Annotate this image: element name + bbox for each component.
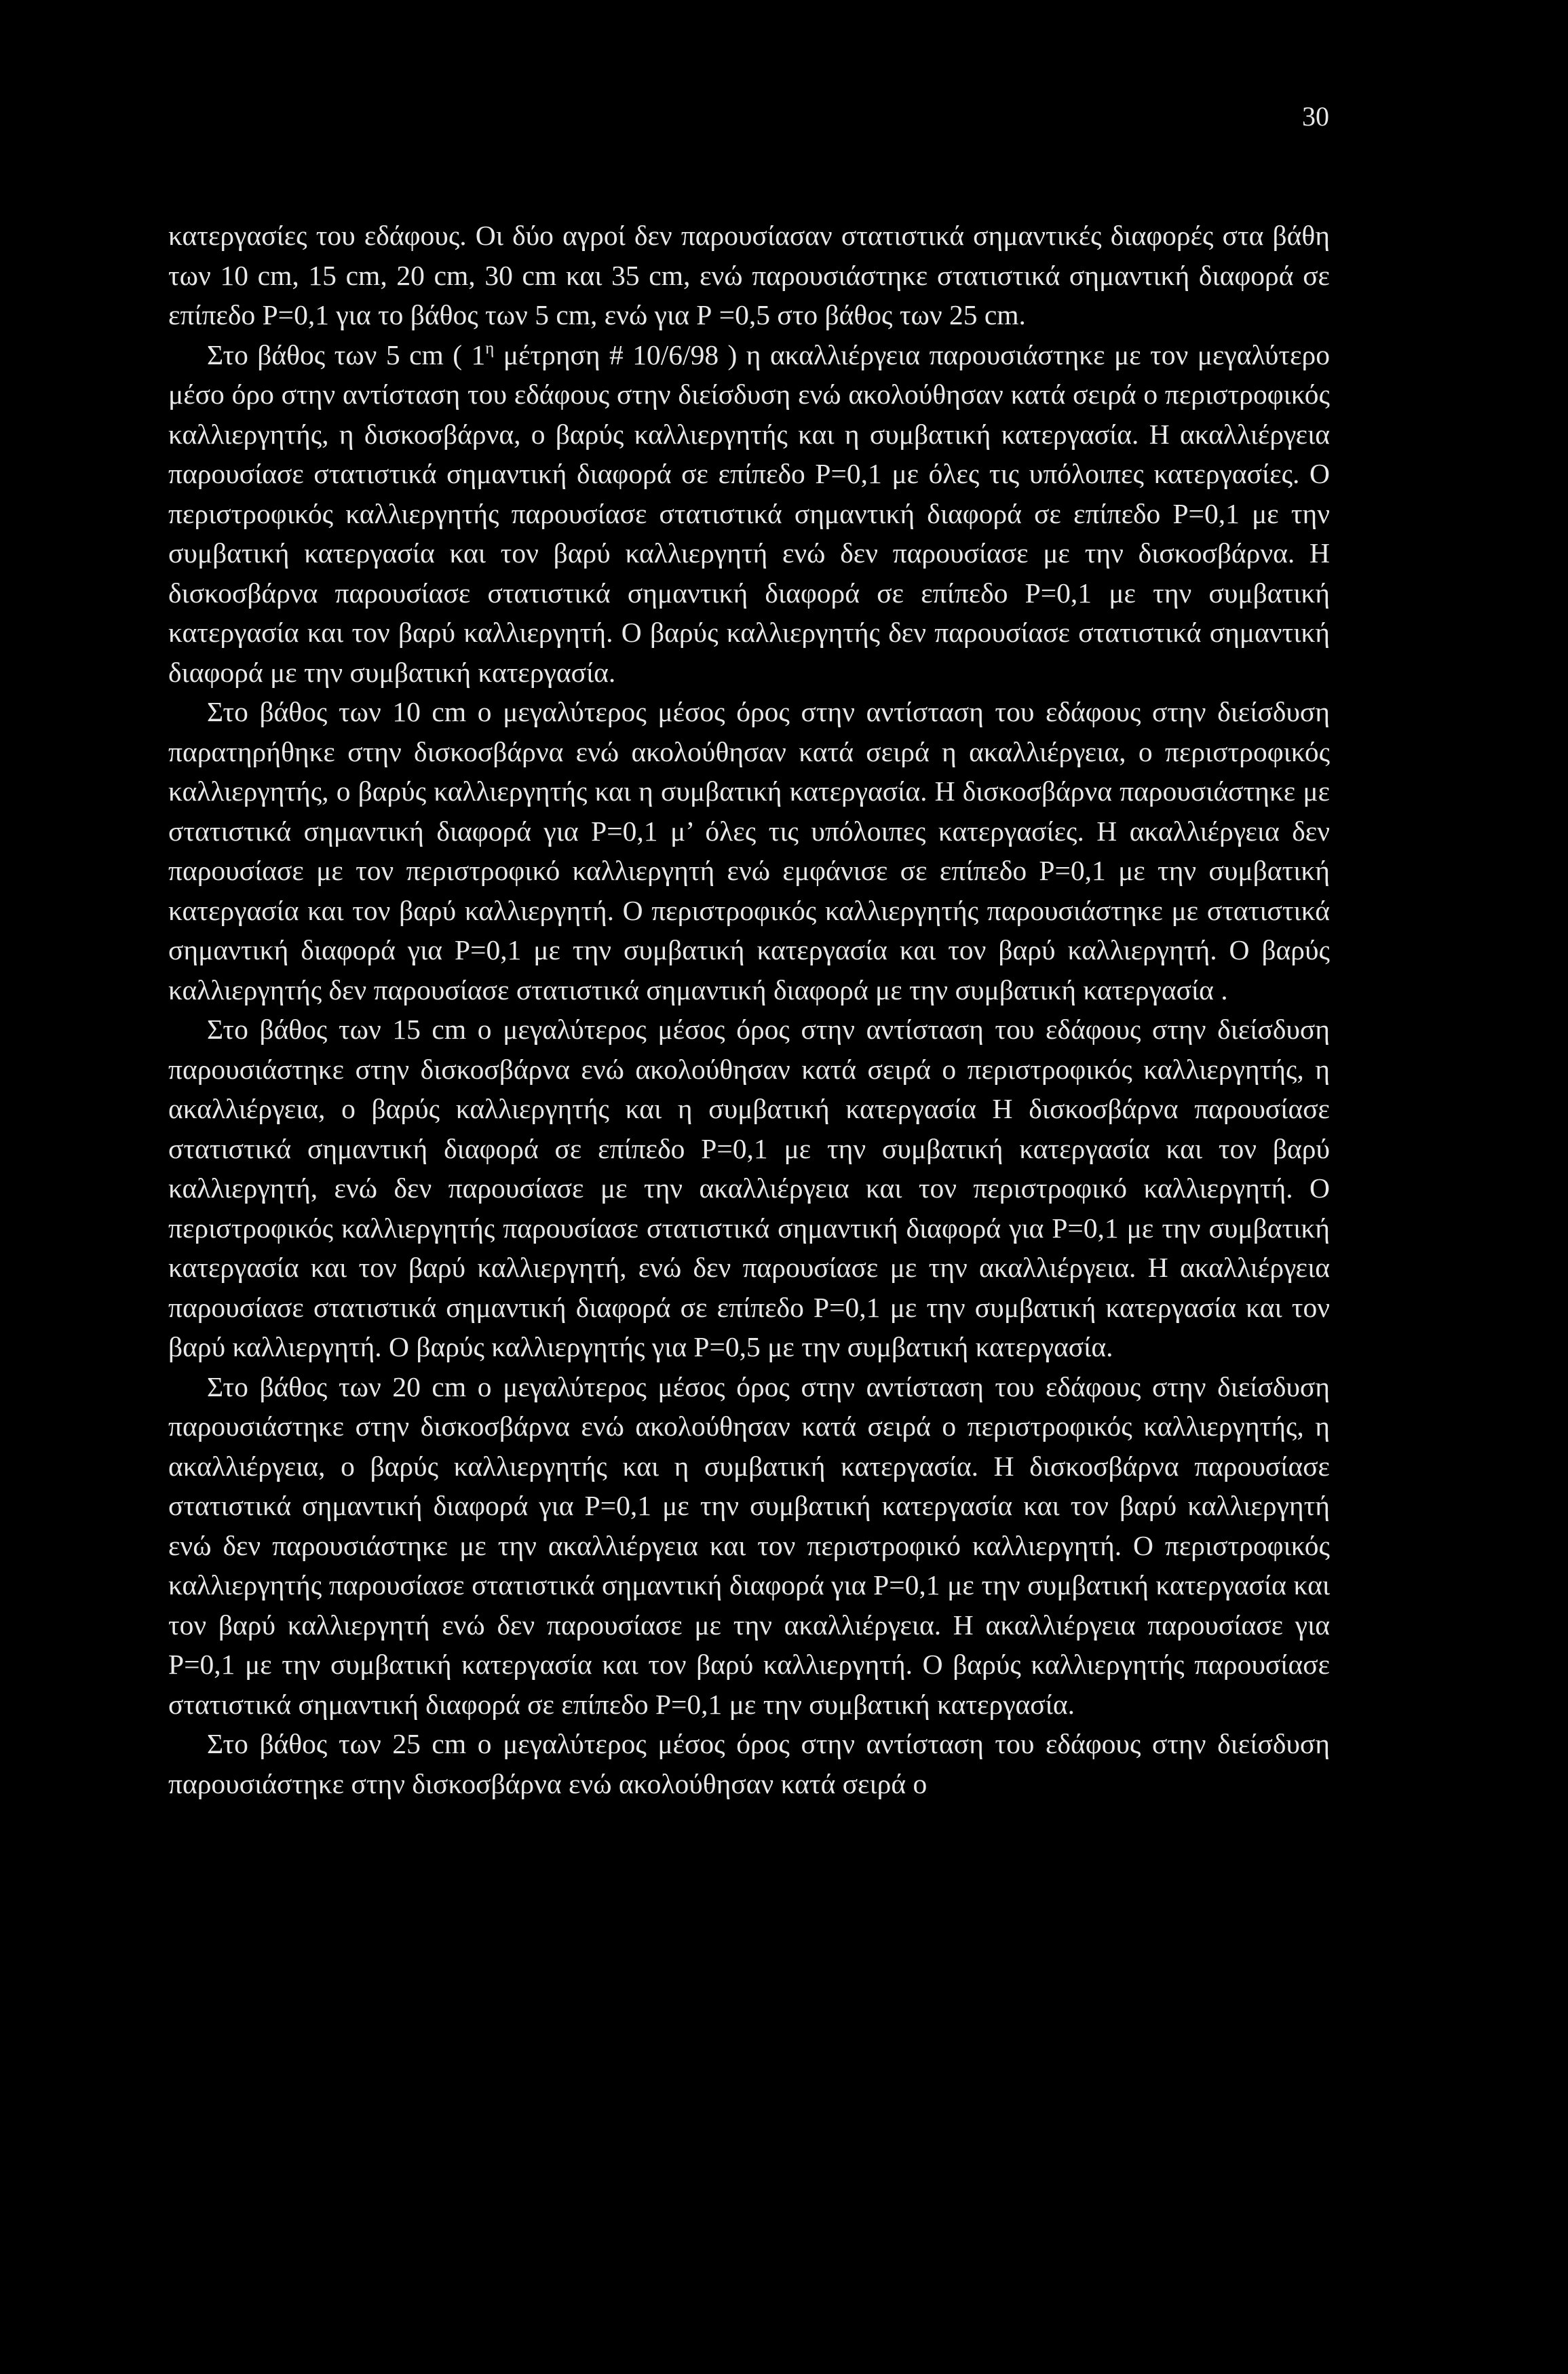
document-body: [168, 216, 1330, 1803]
paragraph-depth-10cm: Στο βάθος των 10 cm ο μεγαλύτερος μέσος όρος στην αντίσταση του εδάφους στην διείσδυση παρατηρήθηκε στην δισκοσβάρνα ενώ ακολούθησαν κατά σειρά η ακαλλιέργεια, ο περιστροφικός καλλιεργητής, ο βαρύς καλλιεργητής και η συμβατική κατεργασία. Η δισκοσβάρνα παρουσιάστηκε με στατιστικά σημαντική διαφορά για Ρ=0,1 μ’ όλες τις υπόλοιπες κατεργασίες. Η ακαλλιέργεια δεν παρουσίασε με τον περιστροφικό καλλιεργητή ενώ εμφάνισε σε επίπεδο Ρ=0,1 με την συμβατική κατεργασία και τον βαρύ καλλιεργητή. Ο περιστροφικός καλλιεργητής παρουσιάστηκε με στατιστικά σημαντική διαφορά για Ρ=0,1 με την συμβατική κατεργασία και τον βαρύ καλλιεργητή. Ο βαρύς καλλιεργητής δεν παρουσίασε στατιστικά σημαντική διαφορά με την συμβατική κατεργασία .: [168, 696, 1330, 1006]
paragraph-depth-20cm: Στο βάθος των 20 cm ο μεγαλύτερος μέσος όρος στην αντίσταση του εδάφους στην διείσδυση παρουσιάστηκε στην δισκοσβάρνα ενώ ακολούθησαν κατά σειρά ο περιστροφικός καλλιεργητής, η ακαλλιέργεια, ο βαρύς καλλιεργητής και η συμβατική κατεργασία. Η δισκοσβάρνα παρουσίασε στατιστικά σημαντική διαφορά για Ρ=0,1 με την συμβατική κατεργασία και τον βαρύ καλλιεργητή ενώ δεν παρουσιάστηκε με την ακαλλιέργεια και τον περιστροφικό καλλιεργητή. Ο περιστροφικός καλλιεργητής παρουσίασε στατιστικά σημαντική διαφορά για Ρ=0,1 με την συμβατική κατεργασία και τον βαρύ καλλιεργητή ενώ δεν παρουσίασε με την ακαλλιέργεια. Η ακαλλιέργεια παρουσίασε για Ρ=0,1 με την συμβατική κατεργασία και τον βαρύ καλλιεργητή. Ο βαρύς καλλιεργητής παρουσίασε στατιστικά σημαντική διαφορά σε επίπεδο Ρ=0,1 με την συμβατική κατεργασία.: [168, 1371, 1330, 1720]
paragraph-depth-5cm-body: μέτρηση # 10/6/98 ) η ακαλλιέργεια παρουσιάστηκε με τον μεγαλύτερο μέσο όρο στην αντίσταση του εδάφους στην διείσδυση ενώ ακολούθησαν κατά σειρά ο περιστροφικός καλλιεργητής, η δισκοσβάρνα, ο βαρύς καλλιεργητής και η συμβατική κατεργασία. Η ακαλλιέργεια παρουσίασε στατιστικά σημαντική διαφορά σε επίπεδο Ρ=0,1 με όλες τις υπόλοιπες κατεργασίες. Ο περιστροφικός καλλιεργητής παρουσίασε στατιστικά σημαντική διαφορά σε επίπεδο Ρ=0,1 με την συμβατική κατεργασία και τον βαρύ καλλιεργητή ενώ δεν παρουσίασε με την δισκοσβάρνα. Η δισκοσβάρνα παρουσίασε στατιστικά σημαντική διαφορά σε επίπεδο Ρ=0,1 με την συμβατική κατεργασία και τον βαρύ καλλιεργητή. Ο βαρύς καλλιεργητής δεν παρουσίασε στατιστικά σημαντική διαφορά με την συμβατική κατεργασία.: [168, 339, 1330, 688]
paragraph-depth-25cm: Στο βάθος των 25 cm ο μεγαλύτερος μέσος όρος στην αντίσταση του εδάφους στην διείσδυση παρουσιάστηκε στην δισκοσβάρνα ενώ ακολούθησαν κατά σειρά ο: [168, 1728, 1330, 1799]
paragraph-depth-5cm-lead: Στο βάθος των 5 cm ( 1: [207, 339, 486, 370]
page-number: 30: [1302, 101, 1329, 132]
paragraph-continuation: κατεργασίες του εδάφους. Οι δύο αγροί δεν παρουσίασαν στατιστικά σημαντικές διαφορές στα βάθη των 10 cm, 15 cm, 20 cm, 30 cm και 35 cm, ενώ παρουσιάστηκε στατιστικά σημαντική διαφορά σε επίπεδο Ρ=0,1 για το βάθος των 5 cm, ενώ για Ρ =0,5 στο βάθος των 25 cm.: [168, 220, 1330, 330]
paragraph-depth-5cm: [168, 335, 1330, 693]
ordinal-superscript: η: [485, 339, 495, 358]
paragraph-depth-15cm: Στο βάθος των 15 cm ο μεγαλύτερος μέσος όρος στην αντίσταση του εδάφους στην διείσδυση παρουσιάστηκε στην δισκοσβάρνα ενώ ακολούθησαν κατά σειρά ο περιστροφικός καλλιεργητής, η ακαλλιέργεια, ο βαρύς καλλιεργητής και η συμβατική κατεργασία Η δισκοσβάρνα παρουσίασε στατιστικά σημαντική διαφορά σε επίπεδο Ρ=0,1 με την συμβατική κατεργασία και τον βαρύ καλλιεργητή, ενώ δεν παρουσίασε με την ακαλλιέργεια και τον περιστροφικό καλλιεργητή. Ο περιστροφικός καλλιεργητής παρουσίασε στατιστικά σημαντική διαφορά για Ρ=0,1 με την συμβατική κατεργασία και τον βαρύ καλλιεργητή, ενώ δεν παρουσίασε με την ακαλλιέργεια. Η ακαλλιέργεια παρουσίασε στατιστικά σημαντική διαφορά σε επίπεδο Ρ=0,1 με την συμβατική κατεργασία και τον βαρύ καλλιεργητή. Ο βαρύς καλλιεργητής για Ρ=0,5 με την συμβατική κατεργασία.: [168, 1014, 1330, 1362]
